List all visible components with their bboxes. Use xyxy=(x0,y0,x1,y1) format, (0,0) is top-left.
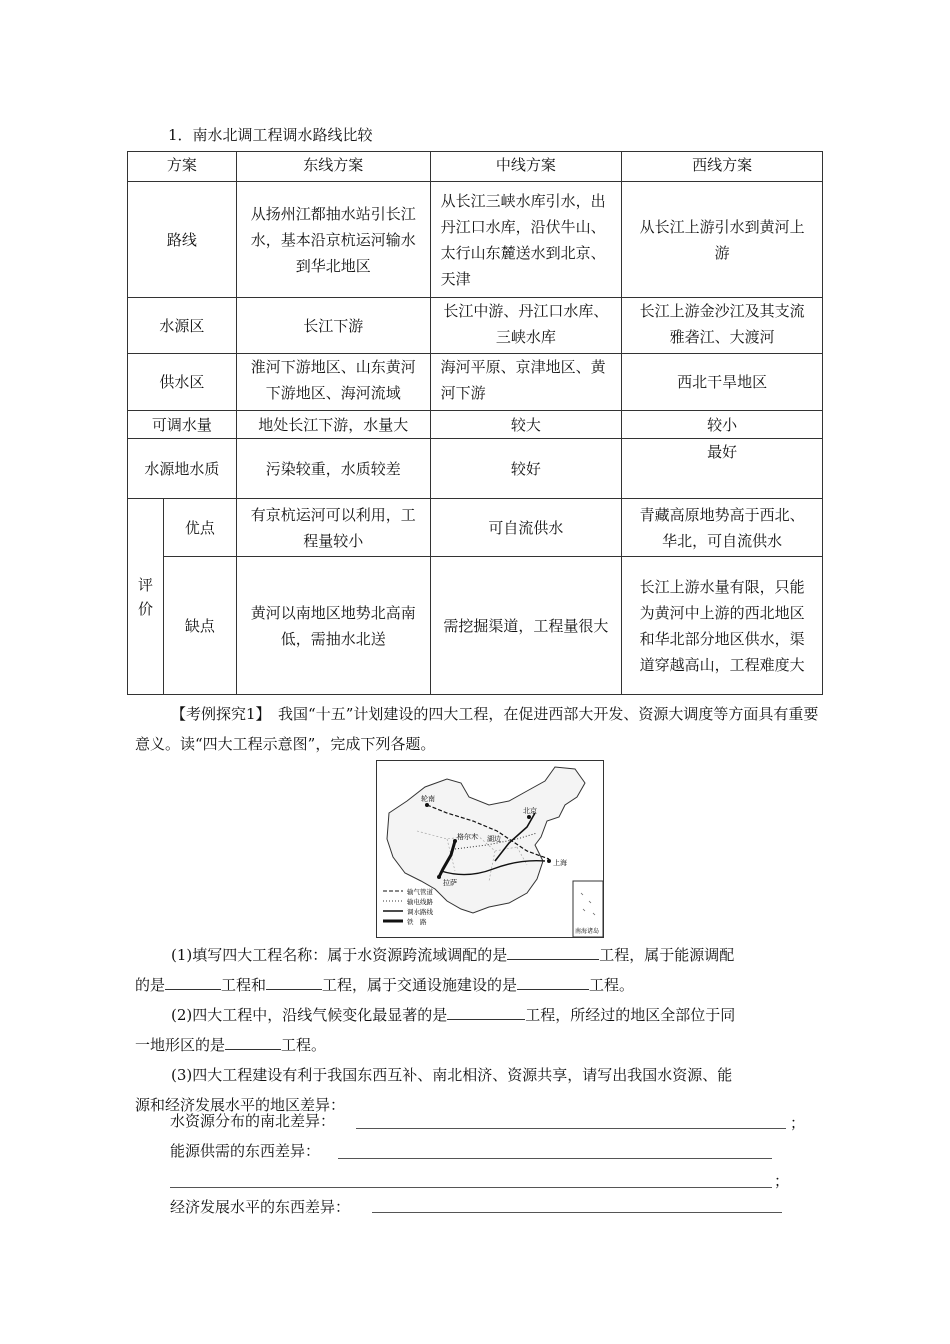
legend-railway: 铁 路 xyxy=(407,918,427,926)
q1-blank-energy-2[interactable] xyxy=(266,971,322,990)
table-row xyxy=(128,298,823,354)
source-east: 长江下游 xyxy=(236,298,430,354)
lasa-dot xyxy=(437,875,441,879)
table-row xyxy=(128,557,823,695)
volume-middle: 较大 xyxy=(430,411,622,439)
table-row xyxy=(128,182,823,298)
pros-east: 有京杭运河可以利用，工程量较小 xyxy=(236,499,430,557)
answer-semi-water: ； xyxy=(790,1114,806,1132)
row-label-pros: 优点 xyxy=(163,499,236,557)
four-projects-map xyxy=(376,760,604,938)
map-figure xyxy=(377,761,603,937)
cons-middle: 需挖掘渠道，工程量很大 xyxy=(430,557,622,695)
map-label-shanghai: 上海 xyxy=(553,859,567,867)
inset-label: 南海诸岛 xyxy=(575,928,600,935)
shanghai-dot xyxy=(547,859,551,863)
route-middle: 从长江三峡水库引水，出丹江口水库，沿伏牛山、太行山东麓送水到北京、天津 xyxy=(430,182,622,298)
pros-west: 青藏高原地势高于西北、华北，可自流供水 xyxy=(622,499,823,557)
legend-gas: 输气管道 xyxy=(407,888,433,896)
header-east: 东线方案 xyxy=(236,152,430,182)
map-label-lunnan: 轮南 xyxy=(421,795,435,803)
q1-blank-transport[interactable] xyxy=(517,971,589,990)
table-row xyxy=(128,354,823,411)
question-3: (3)四大工程建设有利于我国东西互补、南北相济、资源共享，请写出我国水资源、能 源和经济发展水平的地区差异： xyxy=(135,1066,733,1114)
quality-east: 污染较重，水质较差 xyxy=(236,439,430,499)
lunnan-dot xyxy=(425,803,429,807)
answer-label-economy: 经济发展水平的东西差异： xyxy=(170,1198,351,1216)
row-label-supply: 供水区 xyxy=(128,354,237,411)
supply-west: 西北干旱地区 xyxy=(622,354,823,411)
route-east: 从扬州江都抽水站引长江水，基本沿京杭运河输水到华北地区 xyxy=(236,182,430,298)
row-label-source: 水源区 xyxy=(128,298,237,354)
q2-blank-climate[interactable] xyxy=(447,1001,525,1020)
q2-blank-terrain[interactable] xyxy=(225,1031,281,1050)
row-label-volume: 可调水量 xyxy=(128,411,237,439)
answer-line-water[interactable] xyxy=(356,1128,786,1129)
source-middle: 长江中游、丹江口水库、三峡水库 xyxy=(430,298,622,354)
question-1: (1)填写四大工程名称：属于水资源跨流域调配的是 工程，属于能源调配 的是 工程和 工程，属于交通设施建设的是 工程。 xyxy=(135,940,825,1000)
volume-east: 地处长江下游，水量大 xyxy=(236,411,430,439)
answer-semi-energy: ； xyxy=(774,1172,790,1190)
q1-blank-water[interactable] xyxy=(507,941,599,960)
supply-middle: 海河平原、京津地区、黄河下游 xyxy=(430,354,622,411)
map-legend xyxy=(383,887,434,926)
row-label-route: 路线 xyxy=(128,182,237,298)
pros-middle: 可自流供水 xyxy=(430,499,622,557)
answer-line-economy[interactable] xyxy=(372,1212,782,1213)
quality-middle: 较好 xyxy=(430,439,622,499)
cons-west: 长江上游水量有限，只能为黄河中上游的西北地区和华北部分地区供水，渠道穿越高山，工程难度大 xyxy=(622,557,823,695)
table-row xyxy=(128,499,823,557)
header-middle: 中线方案 xyxy=(430,152,622,182)
comparison-table xyxy=(127,151,823,695)
row-label-evaluation xyxy=(128,499,164,695)
map-label-xining: 湖边 xyxy=(487,835,501,843)
answer-line-energy-2[interactable] xyxy=(170,1187,772,1188)
row-label-quality: 水源地水质 xyxy=(128,439,237,499)
source-west: 长江上游金沙江及其支流雅砻江、大渡河 xyxy=(622,298,823,354)
header-west: 西线方案 xyxy=(622,152,823,182)
table-header-row xyxy=(128,152,823,182)
beijing-dot xyxy=(527,815,531,819)
answer-label-energy: 能源供需的东西差异： xyxy=(170,1142,321,1160)
answer-label-water: 水资源分布的南北差异： xyxy=(170,1112,336,1130)
header-plan: 方案 xyxy=(128,152,237,182)
quality-west: 最好 xyxy=(622,439,823,499)
map-label-geermu: 格尔木 xyxy=(457,833,478,841)
route-west: 从长江上游引水到黄河上游 xyxy=(622,182,823,298)
table-row xyxy=(128,411,823,439)
legend-power: 输电线路 xyxy=(407,898,433,906)
table-row xyxy=(128,439,823,499)
cons-east: 黄河以南地区地势北高南低，需抽水北送 xyxy=(236,557,430,695)
question-2: (2)四大工程中，沿线气候变化最显著的是 工程，所经过的地区全部位于同 一地形区的是 工程。 xyxy=(135,1000,825,1060)
answer-line-energy[interactable] xyxy=(338,1158,772,1159)
map-label-beijing: 北京 xyxy=(523,807,537,815)
q1-blank-energy-1[interactable] xyxy=(165,971,221,990)
supply-east: 淮河下游地区、山东黄河下游地区、海河流域 xyxy=(236,354,430,411)
example-intro: 【考例探究1】 我国“十五”计划建设的四大工程，在促进西部大开发、资源大调度等方面具有重要意义。读“四大工程示意图”，完成下列各题。 xyxy=(135,705,819,753)
row-label-cons: 缺点 xyxy=(163,557,236,695)
section-title: 1．南水北调工程调水路线比较 xyxy=(168,126,373,144)
map-label-lasa: 拉萨 xyxy=(443,879,457,887)
volume-west: 较小 xyxy=(622,411,823,439)
evaluation-label: 评价 xyxy=(137,575,153,618)
legend-water: 调水路线 xyxy=(407,908,433,916)
